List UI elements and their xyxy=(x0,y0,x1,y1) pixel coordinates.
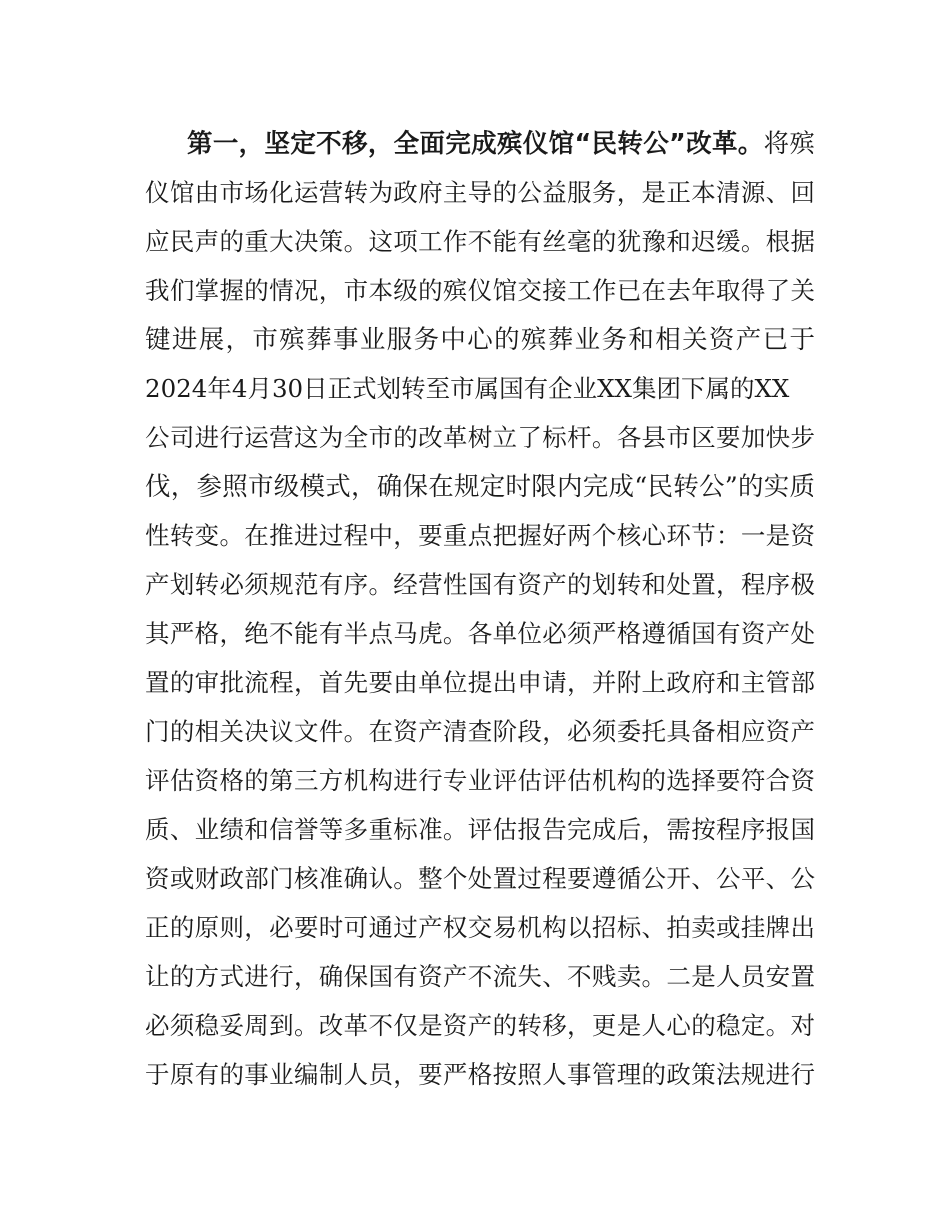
paragraph-heading: 第一，坚定不移，全面完成殡仪馆“民转公”改革。 xyxy=(187,129,764,159)
paragraph-line-16: 资或财政部门核准确认。整个处置过程要遵循公开、公平、公 xyxy=(145,864,815,893)
paragraph-line-2: 仪馆由市场化运营转为政府主导的公益服务，是正本清源、回 xyxy=(145,178,815,207)
paragraph-line-4: 我们掌握的情况，市本级的殡仪馆交接工作已在去年取得了关 xyxy=(145,276,815,305)
paragraph-line-5: 键进展，市殡葬事业服务中心的殡葬业务和相关资产已于 xyxy=(145,325,815,355)
paragraph-line-3: 应民声的重大决策。这项工作不能有丝毫的犹豫和迟缓。根据 xyxy=(145,227,815,256)
paragraph-line-9: 性转变。在推进过程中，要重点把握好两个核心环节：一是资 xyxy=(145,521,815,550)
paragraph-line-7: 公司进行运营这为全市的改革树立了标杆。各县市区要加快步 xyxy=(145,423,815,452)
paragraph-line-19: 必须稳妥周到。改革不仅是资产的转移，更是人心的稳定。对 xyxy=(145,1011,815,1040)
paragraph-line-6: 2024年4月30日正式划转至市属国有企业XX集团下属的XX xyxy=(145,374,790,403)
paragraph-line-12: 置的审批流程，首先要由单位提出申请，并附上政府和主管部 xyxy=(145,668,815,697)
paragraph-line-17: 正的原则，必要时可通过产权交易机构以招标、拍卖或挂牌出 xyxy=(145,913,815,942)
paragraph-line-18: 让的方式进行，确保国有资产不流失、不贱卖。二是人员安置 xyxy=(145,962,815,991)
paragraph-line-8: 伐，参照市级模式，确保在规定时限内完成“民转公”的实质 xyxy=(145,472,815,502)
paragraph-line-20: 于原有的事业编制人员，要严格按照人事管理的政策法规进行 xyxy=(145,1060,815,1089)
paragraph-line-11: 其严格，绝不能有半点马虎。各单位必须严格遵循国有资产处 xyxy=(145,619,815,648)
paragraph-line-10: 产划转必须规范有序。经营性国有资产的划转和处置，程序极 xyxy=(145,570,815,599)
paragraph-line-1-text: 将殡 xyxy=(763,129,815,159)
paragraph-line-1 xyxy=(187,124,815,164)
paragraph-line-13: 门的相关决议文件。在资产清查阶段，必须委托具备相应资产 xyxy=(145,717,815,746)
paragraph-line-14: 评估资格的第三方机构进行专业评估评估机构的选择要符合资 xyxy=(145,766,815,795)
paragraph-line-15: 质、业绩和信誉等多重标准。评估报告完成后，需按程序报国 xyxy=(145,815,815,844)
